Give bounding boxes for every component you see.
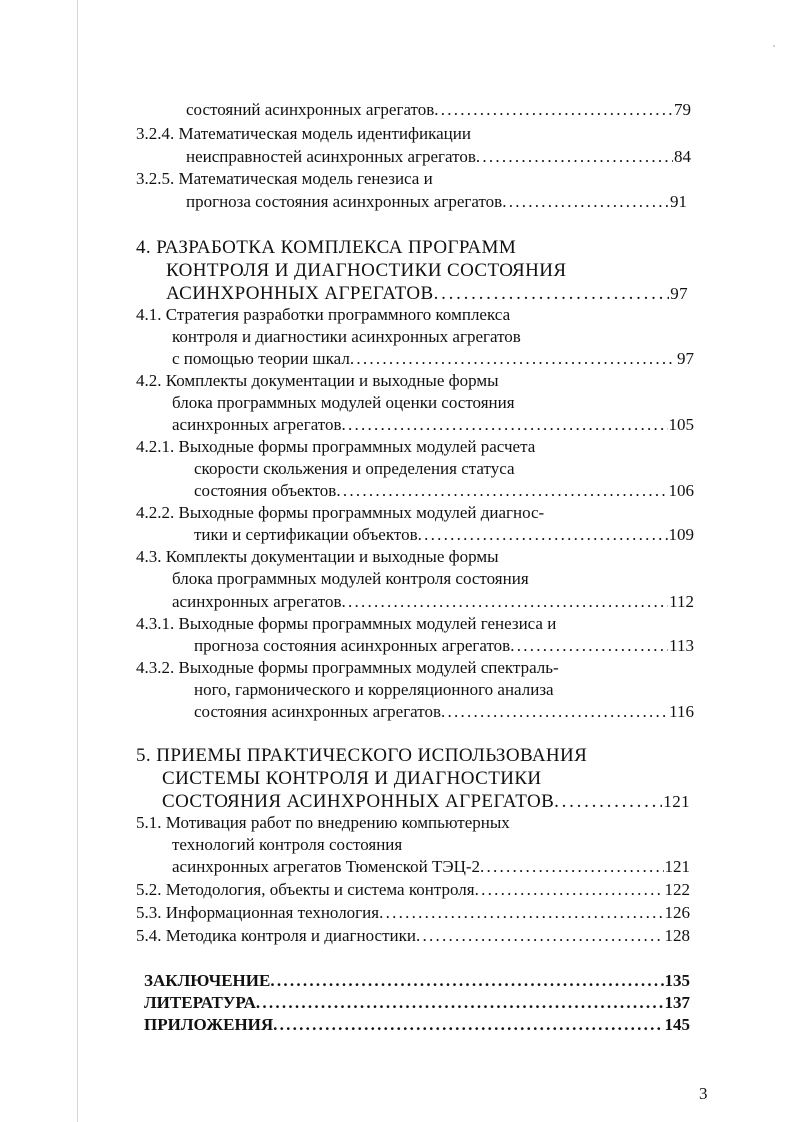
toc-entry-title: 5.1. Мотивация работ по внедрению компьютерных [136,813,510,832]
toc-entry[interactable] [172,392,515,414]
chapter-5-heading[interactable] [162,790,690,814]
toc-entry[interactable] [136,902,690,924]
toc-literature[interactable] [144,992,690,1014]
toc-entry[interactable] [172,591,694,613]
toc-entry-title: блока программных модулей оценки состояния [172,393,515,412]
toc-entry[interactable] [136,812,510,834]
toc-appendices[interactable] [144,1014,690,1036]
toc-entry[interactable] [136,123,471,145]
toc-entry-title: 4.3. Комплекты документации и выходные формы [136,547,499,566]
toc-entry[interactable] [136,502,544,524]
toc-entry-title: контроля и диагностики асинхронных агрегатов [172,327,521,346]
chapter-title: СИСТЕМЫ КОНТРОЛЯ И ДИАГНОСТИКИ [162,768,542,789]
toc-entry-page: 84 [674,147,691,166]
toc-entry-title: 4.2.2. Выходные формы программных модулей диагнос- [136,503,545,522]
toc-entry[interactable] [136,304,510,326]
toc-entry-page: 128 [664,926,690,945]
toc-entry[interactable] [172,348,694,370]
toc-entry-title: технологий контроля состояния [172,835,403,854]
toc-entry[interactable] [136,436,535,458]
chapter-4-heading[interactable] [136,236,516,260]
toc-entry-title: асинхронных агрегатов . . . [172,414,668,436]
toc-entry-title: с помощью теории шкал . . . [172,348,676,370]
toc-entry-title: 5.4. Методика контроля и диагностики . . . [136,925,664,947]
toc-entry[interactable] [136,613,556,635]
toc-entry-page: 135 [664,971,690,990]
toc-entry[interactable] [186,191,687,213]
toc-conclusion[interactable] [144,970,690,992]
toc-entry-page: 145 [664,1015,690,1034]
toc-entry-title: скорости скольжения и определения статуса [194,459,515,478]
toc-entry-title: асинхронных агрегатов . . . [172,591,668,613]
toc-entry[interactable] [194,458,515,480]
toc-entry[interactable] [136,168,433,190]
toc-entry-title: ЗАКЛЮЧЕНИЕ . . . [144,970,664,992]
toc-entry-title: ЛИТЕРАТУРА . . . [144,992,664,1014]
toc-entry-title: 3.2.5. Математическая модель генезиса и [136,169,433,188]
toc-entry-page: 122 [664,880,690,899]
page-number: 3 [699,1084,708,1103]
toc-entry[interactable] [136,879,690,901]
toc-entry-page: 91 [670,192,687,211]
toc-entry-page: 109 [668,525,694,544]
chapter-title: СОСТОЯНИЯ АСИНХРОННЫХ АГРЕГАТОВ . . . [162,790,662,814]
toc-entry[interactable] [172,568,529,590]
toc-entry-title: 4.2.1. Выходные формы программных модулей расчета [136,437,536,456]
chapter-title: 5. ПРИЕМЫ ПРАКТИЧЕСКОГО ИСПОЛЬЗОВАНИЯ [136,745,588,766]
toc-entry[interactable] [194,679,554,701]
toc-entry-title: ного, гармонического и корреляционного анализа [194,680,554,699]
toc-entry-title: 3.2.4. Математическая модель идентификации [136,124,471,143]
toc-entry[interactable] [186,99,691,121]
toc-entry-title: тики и сертификации объектов . . . [194,524,668,546]
toc-entry-title: прогноза состояния асинхронных агрегатов . . . [186,191,669,213]
toc-entry-title: 4.3.2. Выходные формы программных модулей спектраль- [136,658,559,677]
toc-entry-page: 79 [674,100,691,119]
toc-entry[interactable] [136,657,559,679]
chapter-4-heading[interactable] [166,259,566,283]
chapter-5-heading[interactable] [162,767,542,791]
toc-entry-title: неисправностей асинхронных агрегатов . . . [186,146,673,168]
toc-entry-page: 137 [664,993,690,1012]
toc-entry-page: 121 [664,857,690,876]
toc-entry-title: состояния асинхронных агрегатов . . . [194,701,668,723]
chapter-title: АСИНХРОННЫХ АГРЕГАТОВ . . . [166,282,669,306]
toc-entry-page: 97 [677,349,694,368]
toc-entry[interactable] [136,546,499,568]
toc-entry-title: прогноза состояния асинхронных агрегатов . . . [194,635,668,657]
toc-entry-title: ПРИЛОЖЕНИЯ . . . [144,1014,664,1036]
toc-entry[interactable] [172,326,521,348]
toc-entry-page: 121 [663,792,690,811]
toc-entry-title: 5.2. Методология, объекты и система контроля . . . [136,879,664,901]
toc-entry-title: 4.3.1. Выходные формы программных модулей генезиса и [136,614,557,633]
toc-entry[interactable] [136,370,499,392]
toc-entry[interactable] [172,414,694,436]
toc-entry[interactable] [136,925,690,947]
toc-entry[interactable] [194,635,694,657]
toc-entry-title: 5.3. Информационная технология . . . [136,902,664,924]
toc-entry[interactable] [194,524,694,546]
toc-entry-title: блока программных модулей контроля состояния [172,569,529,588]
toc-entry-page: 112 [669,592,694,611]
chapter-title: 4. РАЗРАБОТКА КОМПЛЕКСА ПРОГРАММ [136,237,517,258]
toc-entry-title: 4.1. Стратегия разработки программного комплекса [136,305,511,324]
chapter-4-heading[interactable] [166,282,688,306]
toc-entry-page: 105 [668,415,694,434]
toc-entry-page: 97 [670,284,688,303]
chapter-5-heading[interactable] [136,744,587,768]
toc-entry[interactable] [172,834,402,856]
toc-entry-page: 113 [669,636,694,655]
toc-entry[interactable] [186,146,691,168]
toc-entry[interactable] [172,856,690,878]
toc-entry-title: состояний асинхронных агрегатов . . . [186,99,673,121]
toc-entry-page: 116 [669,702,694,721]
toc-entry[interactable] [194,701,694,723]
chapter-title: КОНТРОЛЯ И ДИАГНОСТИКИ СОСТОЯНИЯ [166,260,567,281]
toc-entry-page: 126 [664,903,690,922]
toc-entry-title: 4.2. Комплекты документации и выходные формы [136,371,499,390]
toc-entry[interactable] [194,480,694,502]
toc-entry-title: состояния объектов . . . [194,480,668,502]
toc-entry-page: 106 [668,481,694,500]
toc-entry-title: асинхронных агрегатов Тюменской ТЭЦ-2 . . . [172,856,664,878]
